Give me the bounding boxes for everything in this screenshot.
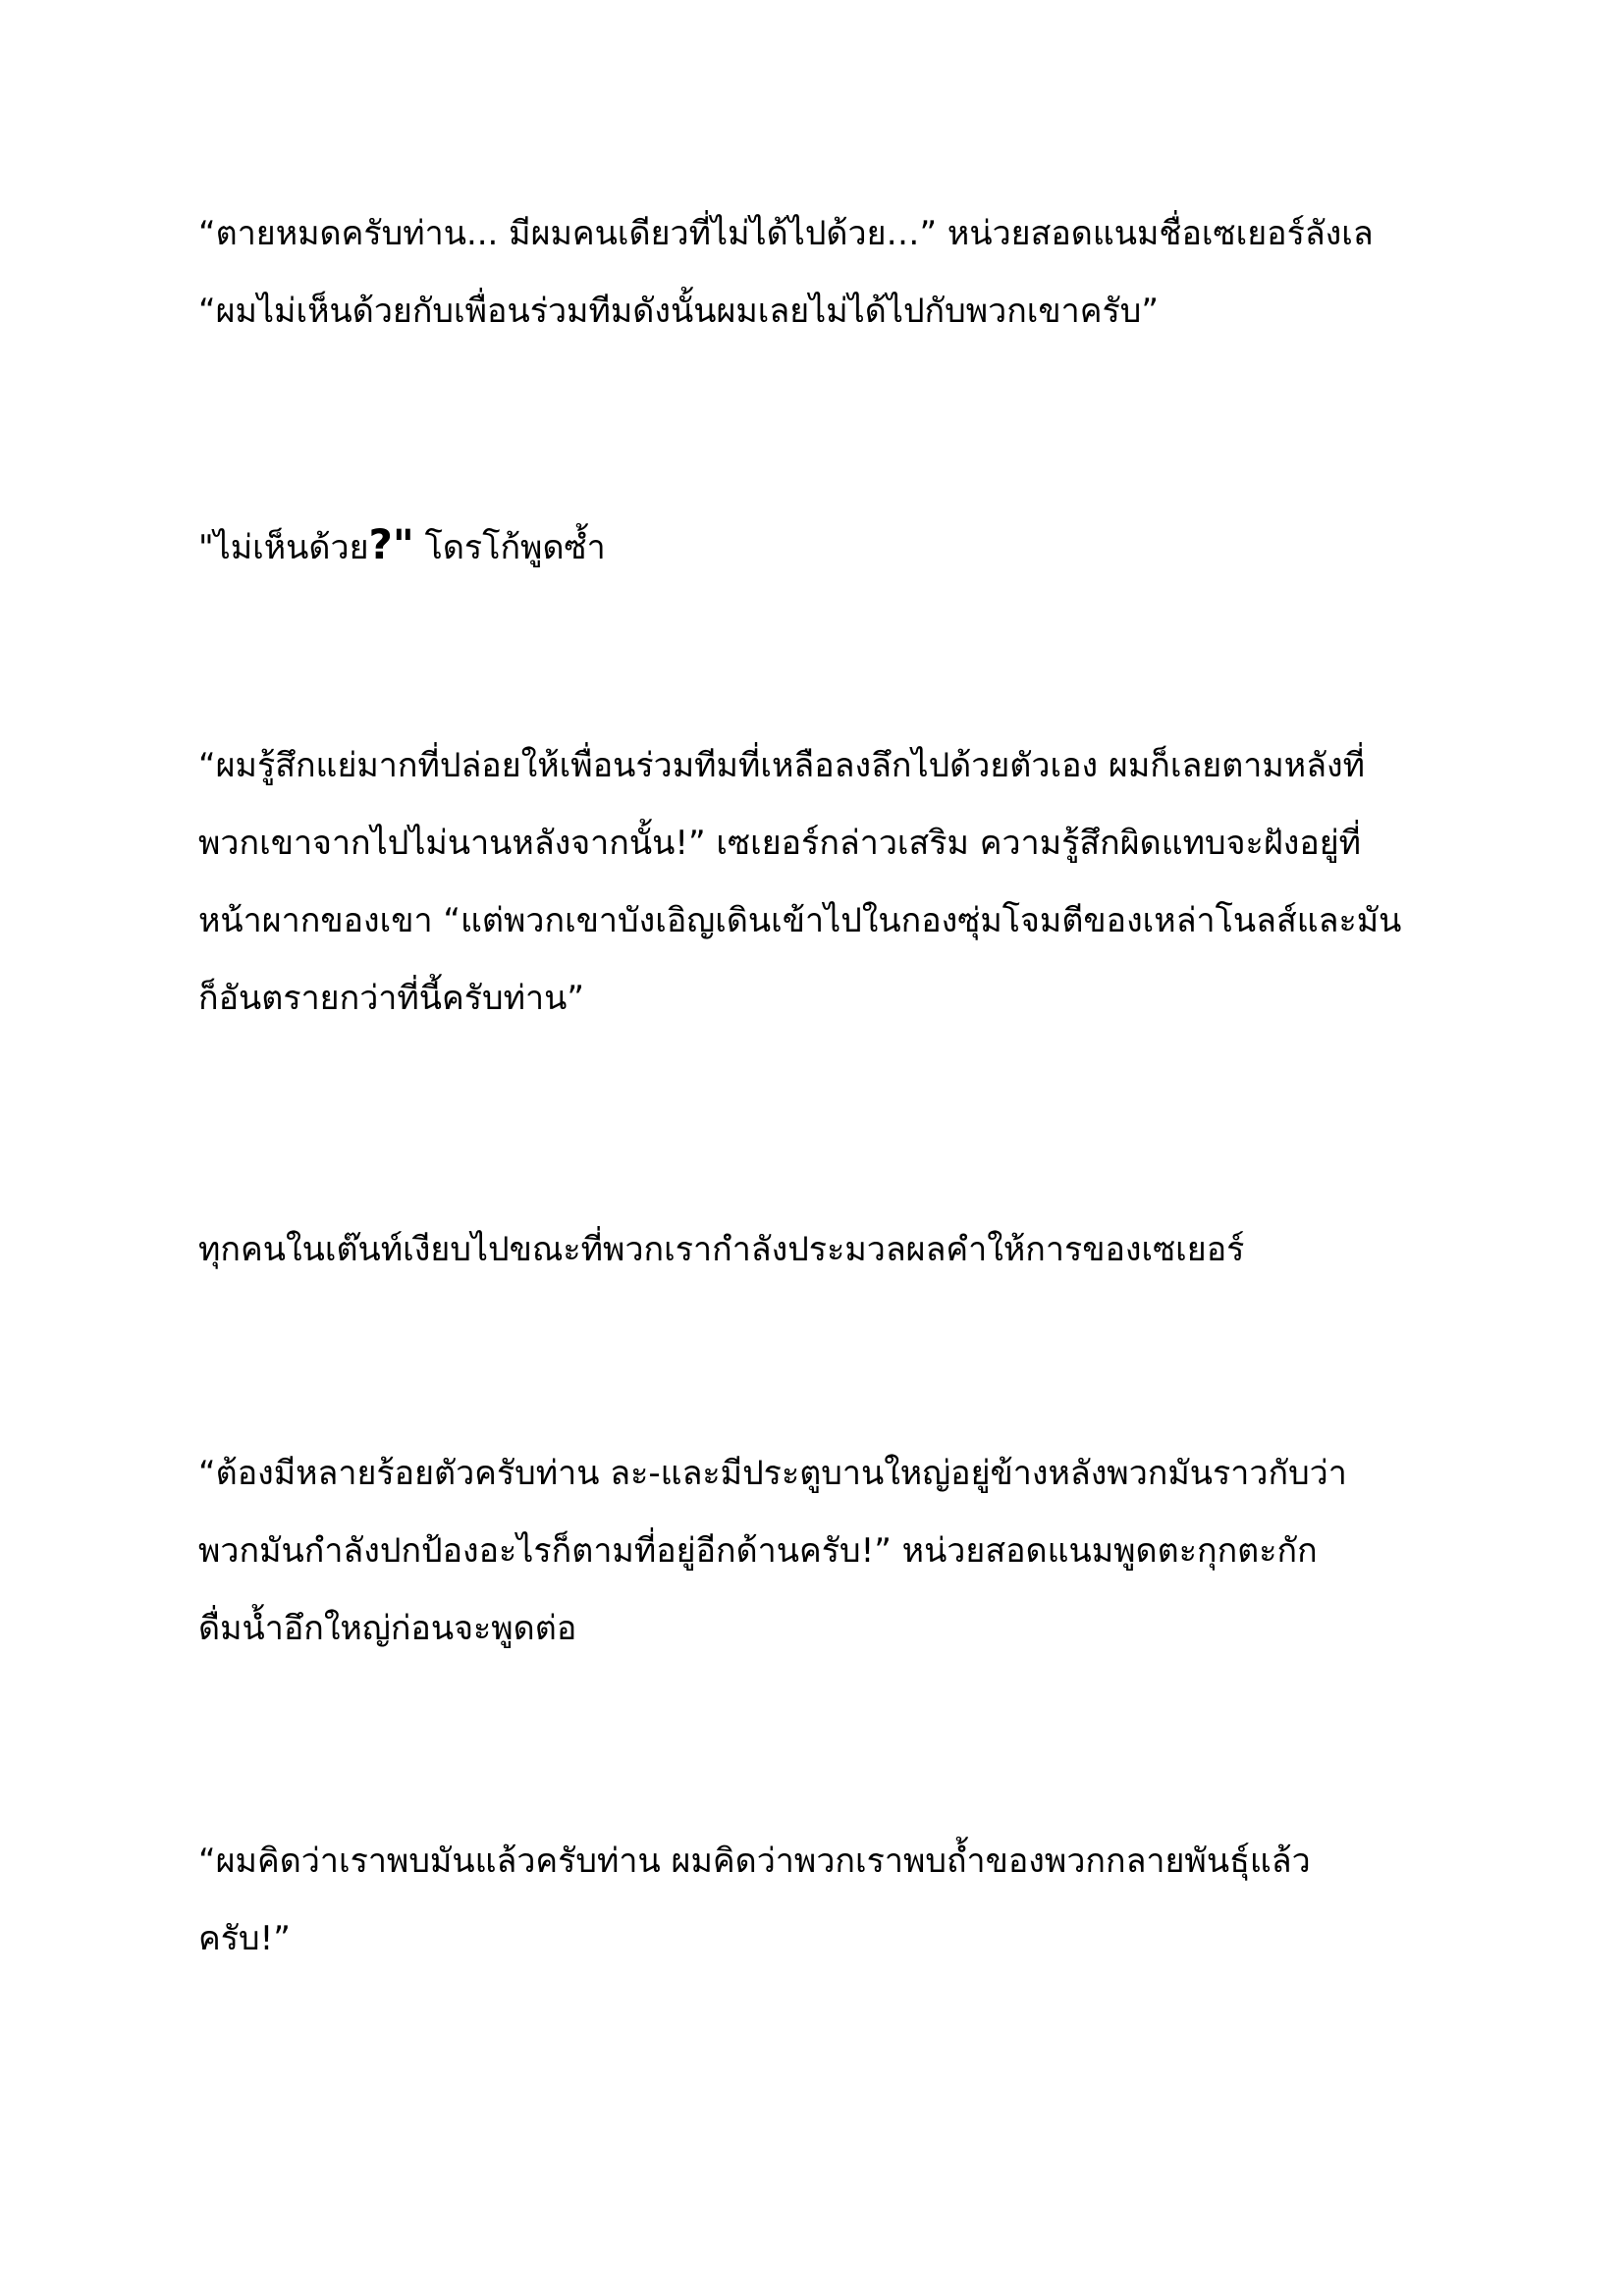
paragraph-2 — [198, 506, 1445, 587]
text-line: ทุกคนในเต๊นท์เงียบไปขณะที่พวกเรากำลังประมวลผลคำให้การของเซเยอร์ — [198, 1230, 1245, 1269]
text-line: พวกมันกำลังปกป้องอะไรก็ตามที่อยู่อีกด้านครับ!” หน่วยสอดแนมพูดตะกุกตะกัก — [198, 1531, 1318, 1571]
text-line: “ผมไม่เห็นด้วยกับเพื่อนร่วมทีมดังนั้นผมเลยไม่ได้ไปกับพวกเขาครับ” — [198, 292, 1159, 331]
paragraph-1 — [198, 195, 1445, 350]
text-line: “ต้องมีหลายร้อยตัวครับท่าน ละ-และมีประตูบานใหญ่อยู่ข้างหลังพวกมันราวกับว่า — [198, 1454, 1347, 1493]
question-mark: ?" — [368, 520, 414, 568]
text-line: ก็อันตรายกว่าที่นี้ครับท่าน” — [198, 979, 584, 1018]
text-segment: โดรโก้พูดซ้ำ — [413, 528, 606, 567]
paragraph-5 — [198, 1435, 1445, 1668]
paragraph-4 — [198, 1211, 1445, 1289]
text-line — [198, 506, 1445, 587]
text-line: “ตายหมดครับท่าน... มีผมคนเดียวที่ไม่ได้ไปด้วย…” หน่วยสอดแนมชื่อเซเยอร์ลังเล — [198, 214, 1374, 253]
text-line: ดื่มน้ำอึกใหญ่ก่อนจะพูดต่อ — [198, 1609, 577, 1648]
text-segment: "ไม่เห็นด้วย — [198, 528, 369, 567]
text-line: พวกเขาจากไปไม่นานหลังจากนั้น!” เซเยอร์กล่าวเสริม ความรู้สึกผิดแทบจะฝังอยู่ที่ — [198, 824, 1362, 863]
text-line: “ผมรู้สึกแย่มากที่ปล่อยให้เพื่อนร่วมทีมที่เหลือลงลึกไปด้วยตัวเอง ผมก็เลยตามหลังที่ — [198, 746, 1366, 785]
paragraph-3 — [198, 727, 1445, 1038]
text-line: “ผมคิดว่าเราพบมันแล้วครับท่าน ผมคิดว่าพวกเราพบถ้ำของพวกกลายพันธุ์แล้ว — [198, 1842, 1311, 1881]
text-line: ครับ!” — [198, 1919, 291, 1958]
paragraph-6 — [198, 1823, 1445, 1978]
text-line: หน้าผากของเขา “แต่พวกเขาบังเอิญเดินเข้าไปในกองซุ่มโจมตีของเหล่าโนลส์และมัน — [198, 901, 1402, 940]
